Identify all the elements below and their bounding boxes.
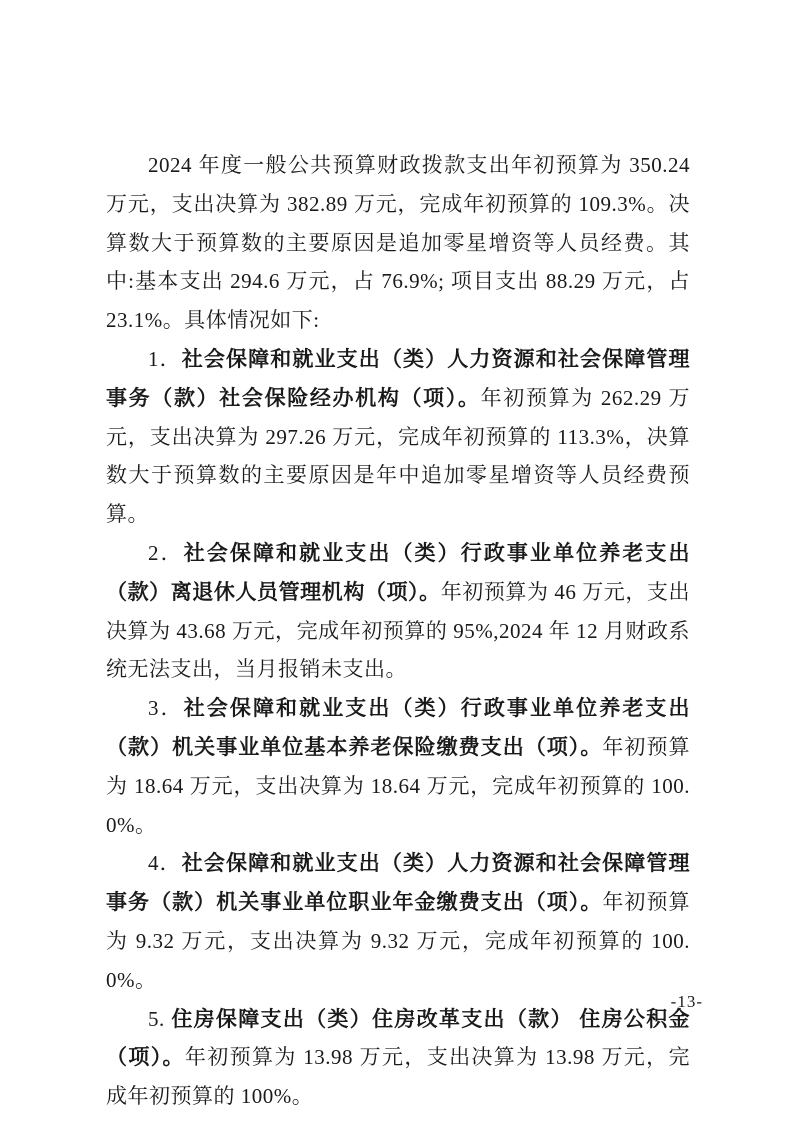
item-3-text: 年初预算为 18.64 万元，支出决算为 18.64 万元，完成年初预算的 100.0%。	[106, 734, 691, 837]
item-1-text: 年初预算为 262.29 万元，支出决算为 297.26 万元，完成年初预算的 113.3%，决算数大于预算数的主要原因是年中追加零星增资等人员经费预算。	[106, 385, 690, 527]
item-5-text: 年初预算为 13.98 万元，支出决算为 13.98 万元，完成年初预算的 100%。	[106, 1045, 691, 1109]
item-2-paragraph	[106, 534, 690, 689]
intro-paragraph	[106, 146, 690, 340]
intro-text: 2024 年度一般公共预算财政拨款支出年初预算为 350.24 万元，支出决算为 382.89 万元，完成年初预算的 109.3%。决算数大于预算数的主要原因是追加零星增资等人员经费。其中:基本支出 294.6 万元，占 76.9%; 项目支出 88.29 万元，占 23.1%。具体情况如下:	[106, 153, 690, 333]
item-3-paragraph	[106, 689, 690, 844]
item-5-number: 5.	[148, 1006, 172, 1031]
item-1-paragraph	[106, 340, 690, 534]
item-4-paragraph	[106, 844, 690, 999]
item-2-heading: 社会保障和就业支出（类）行政事业单位养老支出（款）离退休人员管理机构（项）。	[106, 540, 691, 604]
item-4-text: 年初预算为 9.32 万元，支出决算为 9.32 万元，完成年初预算的 100.0%。	[106, 890, 691, 992]
item-3-heading: 社会保障和就业支出（类）行政事业单位养老支出（款）机关事业单位基本养老保险缴费支出（项）。	[106, 696, 691, 759]
page-number: -13-	[670, 992, 703, 1011]
item-2-number: 2．	[148, 540, 184, 565]
item-3-number: 3．	[148, 696, 184, 721]
item-2-text: 年初预算为 46 万元，支出决算为 43.68 万元，完成年初预算的 95%,2024 年 12 月财政系统无法支出，当月报销未支出。	[106, 579, 691, 682]
document-body	[106, 146, 690, 1116]
item-1-heading: 社会保障和就业支出（类）人力资源和社会保障管理事务（款）社会保险经办机构（项）。	[106, 346, 690, 410]
item-4-number: 4．	[148, 851, 182, 876]
item-5-heading: 住房保障支出（类）住房改革支出（款） 住房公积金（项）。	[106, 1006, 691, 1070]
item-5-paragraph	[106, 1000, 690, 1116]
item-4-heading: 社会保障和就业支出（类）人力资源和社会保障管理事务（款）机关事业单位职业年金缴费支出（项）。	[106, 851, 690, 915]
item-1-number: 1．	[148, 346, 182, 371]
